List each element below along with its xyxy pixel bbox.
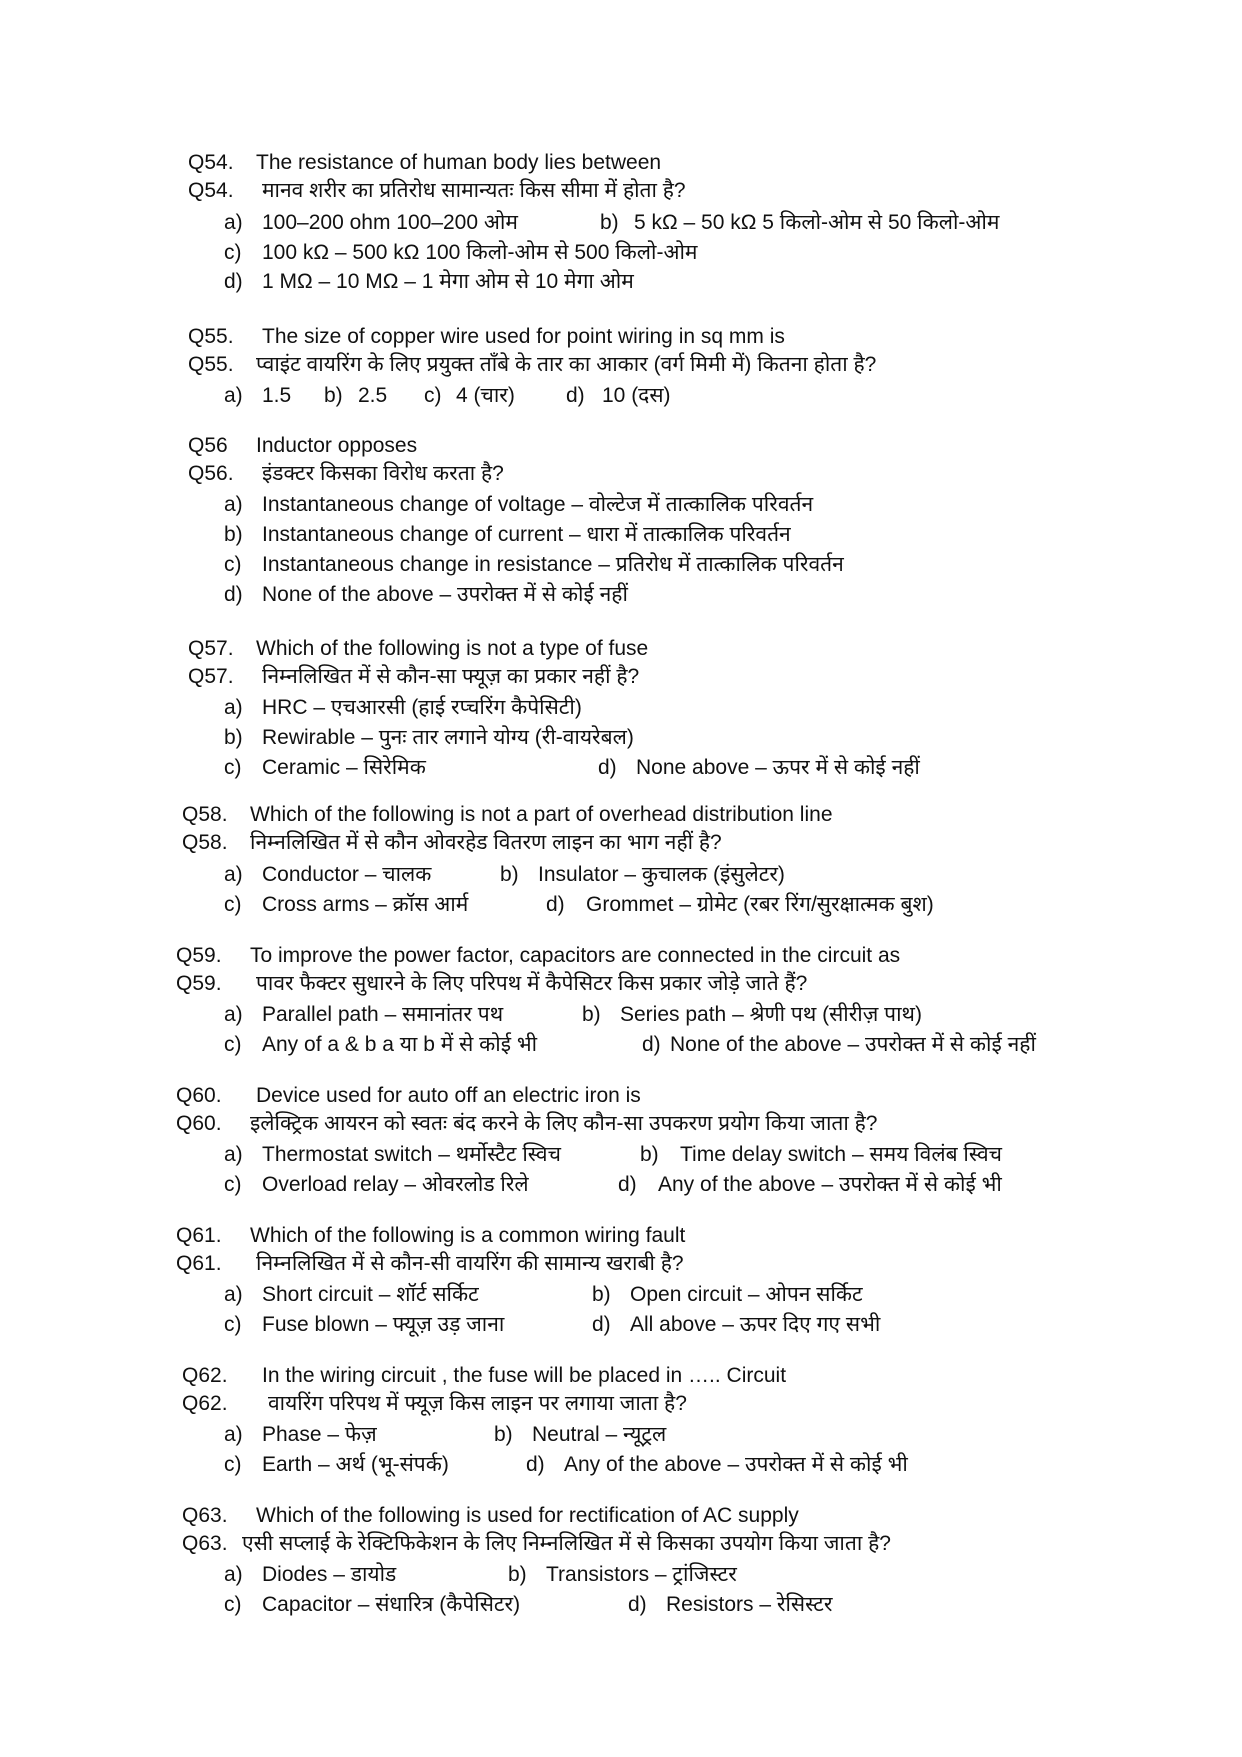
option-key: d) bbox=[642, 1033, 661, 1056]
option-key: c) bbox=[224, 893, 242, 916]
question-text: Which of the following is not a type of fuse bbox=[256, 637, 649, 660]
option-key: b) bbox=[224, 726, 243, 749]
question-number: Q63. bbox=[182, 1504, 228, 1527]
option-text: 1 MΩ – 10 MΩ – 1 मेगा ओम से 10 मेगा ओम bbox=[262, 270, 634, 293]
option-text: 100 kΩ – 500 kΩ 100 किलो-ओम से 500 किलो-ओम bbox=[262, 241, 698, 264]
question-text: The resistance of human body lies between bbox=[256, 151, 662, 174]
option-text: None of the above – उपरोक्त में से कोई नहीं bbox=[262, 583, 628, 606]
option-key: a) bbox=[224, 863, 243, 886]
option-text: Fuse blown – फ्यूज़ उड़ जाना bbox=[262, 1313, 505, 1336]
question-text: इलेक्ट्रिक आयरन को स्वतः बंद करने के लिए कौन-सा उपकरण प्रयोग किया जाता है? bbox=[250, 1112, 878, 1135]
option-text: HRC – एचआरसी (हाई रप्चरिंग कैपेसिटी) bbox=[262, 696, 582, 719]
option-key: a) bbox=[224, 1563, 243, 1586]
question-text: To improve the power factor, capacitors are connected in the circuit as bbox=[250, 944, 901, 967]
question-number: Q54. bbox=[188, 179, 234, 202]
option-text: Insulator – कुचालक (इंसुलेटर) bbox=[538, 863, 785, 886]
option-text: Time delay switch – समय विलंब स्विच bbox=[680, 1143, 1003, 1166]
question-number: Q61. bbox=[176, 1224, 222, 1247]
question-number: Q57. bbox=[188, 637, 234, 660]
question-text: एसी सप्लाई के रेक्टिफिकेशन के लिए निम्नलिखित में से किसका उपयोग किया जाता है? bbox=[242, 1532, 891, 1555]
question-number: Q58. bbox=[182, 831, 228, 854]
question-text: निम्नलिखित में से कौन-सी वायरिंग की सामान्य खराबी है? bbox=[256, 1252, 684, 1275]
option-text: Resistors – रेसिस्टर bbox=[666, 1593, 833, 1616]
question-number: Q63. bbox=[182, 1532, 228, 1555]
option-text: Instantaneous change in resistance – प्रतिरोध में तात्कालिक परिवर्तन bbox=[262, 553, 844, 576]
question-number: Q61. bbox=[176, 1252, 222, 1275]
question-number: Q59. bbox=[176, 972, 222, 995]
question-number: Q62. bbox=[182, 1364, 228, 1387]
option-text: Grommet – ग्रोमेट (रबर रिंग/सुरक्षात्मक बुश) bbox=[586, 893, 934, 916]
option-key: b) bbox=[600, 211, 619, 234]
option-text: None above – ऊपर में से कोई नहीं bbox=[636, 756, 920, 779]
option-key: d) bbox=[628, 1593, 647, 1616]
option-text: Short circuit – शॉर्ट सर्किट bbox=[262, 1283, 479, 1306]
option-text: Series path – श्रेणी पथ (सीरीज़ पाथ) bbox=[620, 1003, 922, 1026]
question-text: मानव शरीर का प्रतिरोध सामान्यतः किस सीमा में होता है? bbox=[262, 179, 686, 202]
option-key: a) bbox=[224, 1283, 243, 1306]
option-key: b) bbox=[582, 1003, 601, 1026]
option-text: 2.5 bbox=[358, 384, 388, 407]
question-number: Q60. bbox=[176, 1084, 222, 1107]
option-key: d) bbox=[598, 756, 617, 779]
option-key: c) bbox=[224, 756, 242, 779]
option-text: Parallel path – समानांतर पथ bbox=[262, 1003, 504, 1026]
option-key: a) bbox=[224, 1003, 243, 1026]
option-text: Any of the above – उपरोक्त में से कोई भी bbox=[658, 1173, 1002, 1196]
option-text: Ceramic – सिरेमिक bbox=[262, 756, 426, 779]
question-text: Which of the following is used for rectification of AC supply bbox=[256, 1504, 799, 1527]
question-text: प्वाइंट वायरिंग के लिए प्रयुक्त ताँबे के तार का आकार (वर्ग मिमी में) कितना होता है? bbox=[256, 353, 877, 376]
question-text: इंडक्टर किसका विरोध करता है? bbox=[262, 462, 504, 485]
question-number: Q60. bbox=[176, 1112, 222, 1135]
option-key: b) bbox=[508, 1563, 527, 1586]
option-key: b) bbox=[494, 1423, 513, 1446]
option-key: d) bbox=[618, 1173, 637, 1196]
option-key: b) bbox=[500, 863, 519, 886]
option-key: a) bbox=[224, 211, 243, 234]
question-number: Q55. bbox=[188, 325, 234, 348]
option-text: 1.5 bbox=[262, 384, 292, 407]
question-text: Which of the following is a common wiring fault bbox=[250, 1224, 686, 1247]
question-text: Device used for auto off an electric iron is bbox=[256, 1084, 641, 1107]
option-key: d) bbox=[224, 583, 243, 606]
option-key: d) bbox=[546, 893, 565, 916]
question-text: निम्नलिखित में से कौन-सा फ्यूज़ का प्रकार नहीं है? bbox=[262, 665, 640, 688]
question-number: Q55. bbox=[188, 353, 234, 376]
option-text: 5 kΩ – 50 kΩ 5 किलो-ओम से 50 किलो-ओम bbox=[634, 211, 1000, 234]
option-text: Instantaneous change of voltage – वोल्टेज में तात्कालिक परिवर्तन bbox=[262, 493, 814, 516]
question-text: निम्नलिखित में से कौन ओवरहेड वितरण लाइन का भाग नहीं है? bbox=[250, 831, 722, 854]
option-key: a) bbox=[224, 1423, 243, 1446]
option-text: Diodes – डायोड bbox=[262, 1563, 397, 1586]
option-text: Phase – फेज़ bbox=[262, 1423, 377, 1446]
option-key: d) bbox=[526, 1453, 545, 1476]
option-text: Instantaneous change of current – धारा में तात्कालिक परिवर्तन bbox=[262, 523, 791, 546]
option-key: c) bbox=[224, 1033, 242, 1056]
option-text: Open circuit – ओपन सर्किट bbox=[630, 1283, 863, 1306]
option-text: 4 (चार) bbox=[456, 384, 515, 407]
option-key: b) bbox=[324, 384, 343, 407]
option-text: Neutral – न्यूट्रल bbox=[532, 1423, 667, 1446]
option-key: a) bbox=[224, 493, 243, 516]
question-number: Q56 bbox=[188, 434, 228, 457]
option-key: d) bbox=[592, 1313, 611, 1336]
option-text: Any of the above – उपरोक्त में से कोई भी bbox=[564, 1453, 908, 1476]
option-text: Cross arms – क्रॉस आर्म bbox=[262, 893, 469, 916]
question-text: पावर फैक्टर सुधारने के लिए परिपथ में कैपेसिटर किस प्रकार जोड़े जाते हैं? bbox=[256, 972, 808, 995]
option-key: c) bbox=[224, 1313, 242, 1336]
option-key: b) bbox=[592, 1283, 611, 1306]
option-key: a) bbox=[224, 384, 243, 407]
question-number: Q56. bbox=[188, 462, 234, 485]
option-key: a) bbox=[224, 696, 243, 719]
question-text: Inductor opposes bbox=[256, 434, 418, 457]
option-key: d) bbox=[566, 384, 585, 407]
option-key: a) bbox=[224, 1143, 243, 1166]
option-key: c) bbox=[224, 1173, 242, 1196]
option-key: c) bbox=[424, 384, 442, 407]
option-text: Overload relay – ओवरलोड रिले bbox=[262, 1173, 529, 1196]
question-text: वायरिंग परिपथ में फ्यूज़ किस लाइन पर लगाया जाता है? bbox=[268, 1392, 687, 1415]
question-text: The size of copper wire used for point wiring in sq mm is bbox=[262, 325, 785, 348]
option-text: None of the above – उपरोक्त में से कोई नहीं bbox=[670, 1033, 1036, 1056]
question-number: Q54. bbox=[188, 151, 234, 174]
option-text: Rewirable – पुनः तार लगाने योग्य (री-वायरेबल) bbox=[262, 726, 634, 749]
question-number: Q59. bbox=[176, 944, 222, 967]
question-text: In the wiring circuit , the fuse will be placed in ….. Circuit bbox=[262, 1364, 787, 1387]
option-key: d) bbox=[224, 270, 243, 293]
option-text: 10 (दस) bbox=[602, 384, 671, 407]
option-text: 100–200 ohm 100–200 ओम bbox=[262, 211, 518, 234]
option-key: c) bbox=[224, 1453, 242, 1476]
option-key: c) bbox=[224, 553, 242, 576]
option-key: b) bbox=[640, 1143, 659, 1166]
option-text: Earth – अर्थ (भू-संपर्क) bbox=[262, 1453, 449, 1476]
option-text: Thermostat switch – थर्मोस्टैट स्विच bbox=[262, 1143, 561, 1166]
question-text: Which of the following is not a part of overhead distribution line bbox=[250, 803, 833, 826]
question-number: Q58. bbox=[182, 803, 228, 826]
option-text: Capacitor – संधारित्र (कैपेसिटर) bbox=[262, 1593, 521, 1616]
option-key: b) bbox=[224, 523, 243, 546]
option-key: c) bbox=[224, 241, 242, 264]
option-text: Any of a & b a या b में से कोई भी bbox=[262, 1033, 538, 1056]
option-key: c) bbox=[224, 1593, 242, 1616]
question-number: Q57. bbox=[188, 665, 234, 688]
option-text: All above – ऊपर दिए गए सभी bbox=[630, 1313, 881, 1336]
option-text: Conductor – चालक bbox=[262, 863, 432, 886]
question-number: Q62. bbox=[182, 1392, 228, 1415]
option-text: Transistors – ट्रांजिस्टर bbox=[546, 1563, 737, 1586]
